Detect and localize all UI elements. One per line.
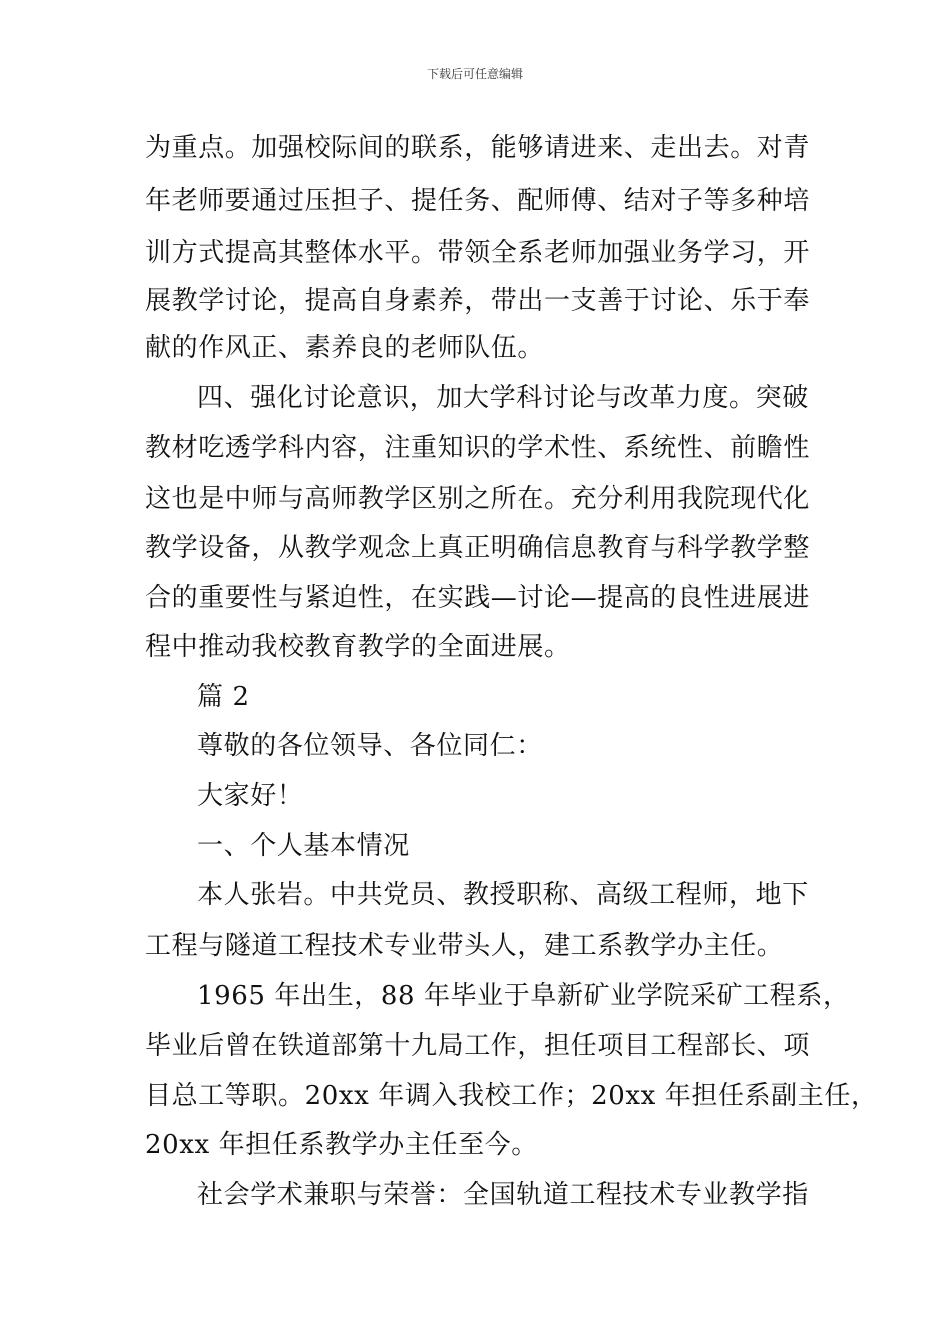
body-line: 展教学讨论，提高自身素养，带出一支善于讨论、乐于奉 [145,286,811,316]
page-header: 下载后可任意编辑 [426,67,523,81]
body-line: 为重点。加强校际间的联系，能够请进来、走出去。对青 [145,133,811,163]
body-line: 教材吃透学科内容，注重知识的学术性、系统性、前瞻性 [145,433,811,463]
body-line: 毕业后曾在铁道部第十九局工作，担任项目工程部长、项 [145,1031,811,1061]
body-line: 四、强化讨论意识，加大学科讨论与改革力度。突破 [197,383,809,413]
body-line: 训方式提高其整体水平。带领全系老师加强业务学习，开 [145,238,811,268]
body-line: 程中推动我校教育教学的全面进展。 [145,632,571,662]
body-line: 目总工等职。20xx 年调入我校工作；20xx 年担任系副主任， [145,1081,878,1111]
greeting: 大家好！ [197,781,304,811]
body-line: 这也是中师与高师教学区别之所在。充分利用我院现代化 [145,484,811,514]
body-line: 社会学术兼职与荣誉：全国轨道工程技术专业教学指 [197,1180,809,1210]
body-line: 1965 年出生，88 年毕业于阜新矿业学院采矿工程系， [197,981,850,1011]
body-line: 工程与隧道工程技术专业带头人，建工系教学办主任。 [145,931,784,961]
body-line: 教学设备，从教学观念上真正明确信息教育与科学教学整 [145,533,811,563]
body-line: 20xx 年担任系教学办主任至今。 [145,1130,538,1160]
salutation: 尊敬的各位领导、各位同仁： [197,731,543,761]
section-heading: 篇 2 [197,682,250,712]
body-line: 合的重要性与紧迫性，在实践—讨论—提高的良性进展进 [145,583,811,613]
body-line: 献的作风正、素养良的老师队伍。 [145,333,545,363]
body-line: 本人张岩。中共党员、教授职称、高级工程师，地下 [197,880,809,910]
body-line: 年老师要通过压担子、提任务、配师傅、结对子等多种培 [145,186,811,216]
subheading: 一、个人基本情况 [197,831,410,861]
